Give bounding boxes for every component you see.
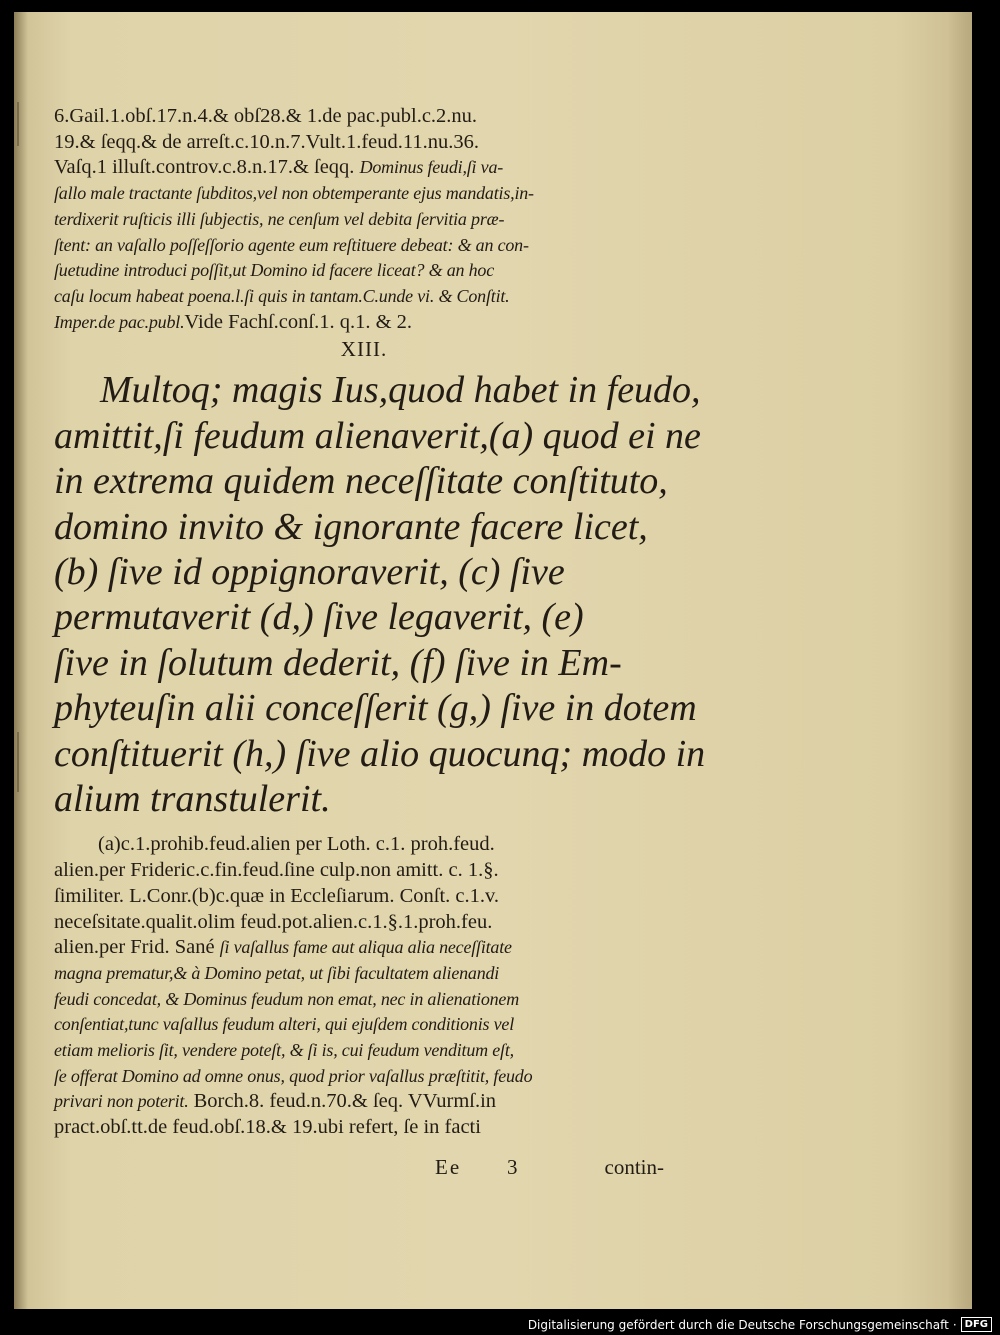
roman-text: 19.& ſeqq.& de arreſt.c.10.n.7.Vult.1.feud.11.nu.36.	[54, 130, 480, 153]
text-line	[54, 104, 674, 130]
main-text-line: (b) ſive id oppignoraverit, (c) ſive	[54, 550, 565, 593]
main-text-line: in extrema quidem neceſſitate conſtituto,	[54, 460, 668, 503]
main-text-line: phyteuſin alii conceſſerit (g,) ſive in dotem	[54, 687, 697, 730]
main-text-line: ſive in ſolutum dederit, (f) ſive in Em-	[54, 641, 622, 684]
italic-text: ſi vaſallus fame aut aliqua alia neceſſitate	[219, 937, 512, 958]
footer-separator: ·	[952, 1317, 957, 1332]
italic-text: ſe offerat Domino ad omne onus, quod prior vaſallus præſtitit, feudo	[54, 1065, 533, 1086]
text-line	[54, 832, 674, 858]
italic-text: Imper.de pac.publ.	[54, 311, 185, 332]
italic-text: privari non poterit.	[54, 1091, 189, 1112]
text-line	[54, 130, 674, 156]
text-line	[54, 910, 674, 936]
text-line	[54, 233, 674, 259]
signature-number: 3	[507, 1155, 518, 1179]
italic-text: feudi concedat, & Dominus feudum non emat, nec in alienationem	[54, 988, 520, 1009]
main-text-line: conſtituerit (h,) ſive alio quocunq; modo in	[54, 732, 706, 775]
italic-text: ſtent: an vaſallo poſſeſſorio agente eum reſtituere debeat: & an con-	[54, 234, 529, 255]
text-line	[54, 258, 674, 284]
page-text	[54, 104, 706, 1141]
roman-text: ſimiliter. L.Conr.(b)c.quæ in Eccleſiarum. Conſt. c.1.v.	[54, 884, 500, 907]
roman-text: alien.per Frideric.c.fin.feud.ſine culp.non amitt. c. 1.§.	[54, 859, 499, 882]
roman-text: Vaſq.1 illuſt.controv.c.8.n.17.& ſeqq.	[54, 156, 360, 179]
text-line	[54, 1064, 674, 1090]
italic-text: terdixerit ruſticis illi ſubjectis, ne cenſum vel debita ſervitia præ-	[54, 208, 505, 229]
roman-text: (a)c.1.prohib.feud.alien per Loth. c.1. proh.feud.	[98, 833, 495, 856]
signature-mark: Ee	[435, 1155, 462, 1179]
text-line	[54, 207, 674, 233]
footnotes-paragraph	[54, 832, 674, 1140]
italic-text: ſuetudine introduci poſſit,ut Domino id facere liceat? & an hoc	[54, 260, 494, 281]
text-line	[54, 310, 674, 336]
italic-text: ſallo male tractante ſubditos,vel non obtemperante ejus mandatis,in-	[54, 183, 534, 204]
page-footer-line	[54, 1155, 674, 1185]
footer-text: Digitalisierung gefördert durch die Deutsche Forschungsgemeinschaft	[527, 1317, 949, 1332]
text-line	[54, 935, 674, 961]
text-line	[54, 181, 674, 207]
italic-text: magna prematur,& à Domino petat, ut ſibi facultatem alienandi	[54, 962, 500, 983]
book-page	[14, 12, 972, 1309]
text-line	[54, 1012, 674, 1038]
text-line	[54, 858, 674, 884]
text-line	[54, 884, 674, 910]
digitization-footer	[528, 1317, 992, 1332]
text-line	[54, 1089, 674, 1115]
roman-text: 6.Gail.1.obſ.17.n.4.& obſ28.& 1.de pac.publ.c.2.nu.	[54, 105, 478, 127]
text-line	[54, 961, 674, 987]
main-text-line: Multoq; magis Ius,quod habet in feudo,	[100, 369, 701, 412]
text-line	[54, 155, 674, 181]
main-text-line: alium transtulerit.	[54, 777, 331, 820]
italic-text: caſu locum habeat poena.l.ſi quis in tantam.C.unde vi. & Conſtit.	[54, 285, 510, 306]
main-text-line: permutaverit (d,) ſive legaverit, (e)	[54, 596, 584, 639]
roman-text: Vide Fachſ.conſ.1. q.1. & 2.	[184, 310, 413, 333]
roman-text: pract.obſ.tt.de feud.obſ.18.& 19.ubi refert, ſe in facti	[54, 1116, 481, 1139]
italic-text: conſentiat,tunc vaſallus feudum alteri, qui ejuſdem conditionis vel	[54, 1014, 515, 1035]
margin-mark	[17, 732, 19, 792]
catchword: contin-	[604, 1155, 664, 1179]
page-gutter-shadow	[14, 12, 28, 1309]
italic-text: Dominus feudi,ſi va-	[359, 157, 504, 178]
main-text-line: domino invito & ignorante facere licet,	[54, 505, 648, 548]
text-line	[54, 284, 674, 310]
margin-mark	[17, 102, 19, 146]
text-line	[54, 987, 674, 1013]
main-text-line: amittit,ſi feudum alienaverit,(a) quod ei ne	[54, 414, 701, 457]
main-paragraph	[54, 368, 706, 822]
text-line	[54, 1115, 674, 1141]
roman-text: neceſsitate.qualit.olim feud.pot.alien.c.1.§.1.proh.feu.	[54, 910, 493, 933]
roman-text: Borch.8. feud.n.70.& ſeq. VVurmſ.in	[188, 1090, 497, 1113]
roman-text: alien.per Frid. Sané	[54, 936, 220, 959]
section-number: XIII.	[340, 337, 388, 362]
dfg-logo-icon: DFG	[961, 1317, 992, 1332]
text-line	[54, 1038, 674, 1064]
page-edge	[948, 12, 972, 1309]
continued-citation-paragraph	[54, 104, 674, 335]
italic-text: etiam melioris ſit, vendere poteſt, & ſi is, cui feudum venditum eſt,	[54, 1040, 514, 1061]
